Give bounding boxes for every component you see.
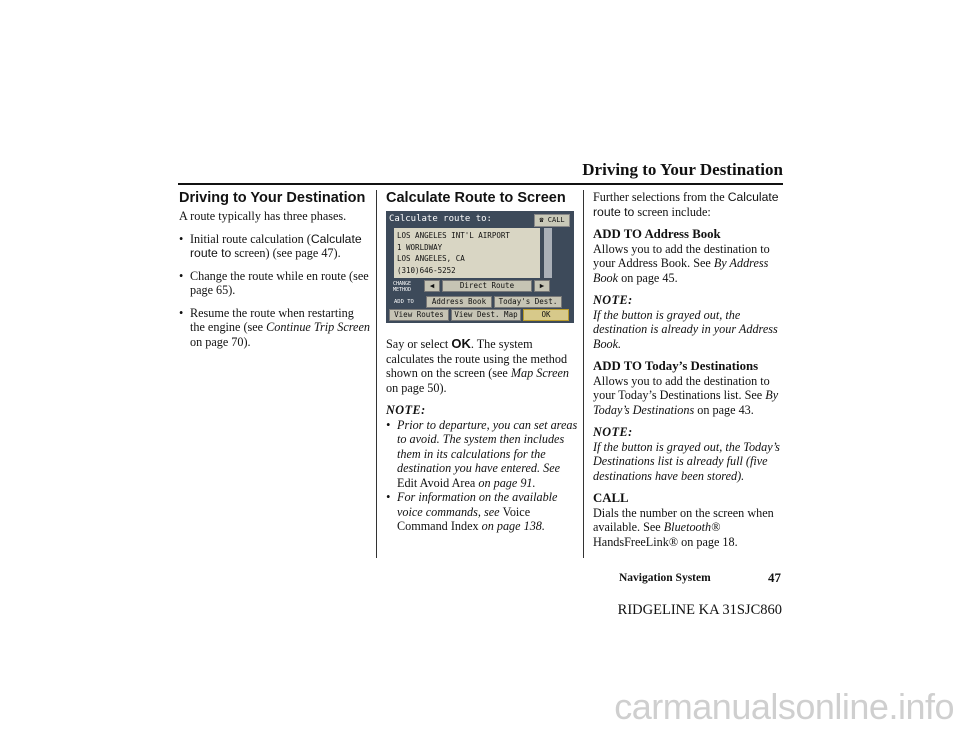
note-label: NOTE: <box>593 293 633 307</box>
column-divider <box>376 190 377 558</box>
list-item: • For information on the available voice commands, see Voice Command Index on page 138. <box>386 490 578 534</box>
document-code: RIDGELINE KA 31SJC860 <box>617 602 782 618</box>
screen-view-routes: View Routes <box>389 309 449 321</box>
note-list <box>386 418 578 534</box>
screen-call-button: ☎ CALL <box>534 214 570 227</box>
intro-text: Further selections from the Calculate route to screen include: <box>593 190 779 219</box>
screen-view-dest-map: View Dest. Map <box>451 309 521 321</box>
list-item: • Prior to departure, you can set areas to avoid. The system then includes them in its calculations for the destination you have entered. See Edit Avoid Area on page 91. <box>386 418 578 491</box>
screen-add-to-label: ADD TO <box>394 299 414 305</box>
phase-list <box>179 232 371 350</box>
subsection-title: CALL <box>593 491 629 505</box>
body-text: Allows you to add the destination to your Today’s Destinations list. See By Today’s Destinations on page 43. <box>593 373 779 417</box>
screen-ok-button: OK <box>523 309 569 321</box>
section-heading: Driving to Your Destination <box>179 190 366 206</box>
subsection-title: ADD TO Today’s Destinations <box>593 359 759 373</box>
body-text: Say or select OK. The system calculates the route using the method shown on the screen (see Map Screen on page 50). <box>386 336 569 395</box>
screen-address: LOS ANGELES INT'L AIRPORT 1 WORLDWAY LOS ANGELES, CA (310)646-5252 <box>394 228 540 278</box>
phone-icon: ☎ <box>539 216 544 224</box>
column-3 <box>593 190 783 557</box>
column-2 <box>386 190 578 534</box>
note-label: NOTE: <box>386 403 426 417</box>
subsection-title: ADD TO Address Book <box>593 227 721 241</box>
screen-left-arrow: ◀ <box>424 280 440 292</box>
screen-title: Calculate route to: <box>389 214 492 224</box>
body-text: Dials the number on the screen when available. See Bluetooth® HandsFreeLink® on page 18. <box>593 505 774 549</box>
nav-screen-image <box>386 211 574 323</box>
column-divider <box>583 190 584 558</box>
screen-scrollbar <box>544 228 552 278</box>
screen-address-book: Address Book <box>426 296 492 308</box>
intro-text: A route typically has three phases. <box>179 209 347 223</box>
screen-right-arrow: ▶ <box>534 280 550 292</box>
list-item: • Resume the route when restarting the engine (see Continue Trip Screen on page 70). <box>179 306 371 350</box>
page-header-title: Driving to Your Destination <box>582 160 783 179</box>
footer-label: Navigation System <box>619 572 711 584</box>
note-label: NOTE: <box>593 425 633 439</box>
note-text: If the button is grayed out, the destination is already in your Address Book. <box>593 307 778 351</box>
screen-change-method: CHANGE METHOD <box>393 281 412 293</box>
header-rule <box>178 183 783 185</box>
list-item: • Change the route while en route (see page 65). <box>179 269 371 298</box>
section-heading: Calculate Route to Screen <box>386 190 566 206</box>
page-number: 47 <box>768 570 781 585</box>
column-1 <box>179 190 371 357</box>
note-text: If the button is grayed out, the Today’s Destinations list is already full (five destinations have been stored). <box>593 439 780 483</box>
list-item: • Initial route calculation (Calculate route to screen) (see page 47). <box>179 232 371 261</box>
screen-direct-route: Direct Route <box>442 280 532 292</box>
screen-todays-dest: Today's Dest. <box>494 296 562 308</box>
body-text: Allows you to add the destination to your Address Book. See By Address Book on page 45. <box>593 241 770 285</box>
watermark: carmanualsonline.info <box>614 686 954 727</box>
